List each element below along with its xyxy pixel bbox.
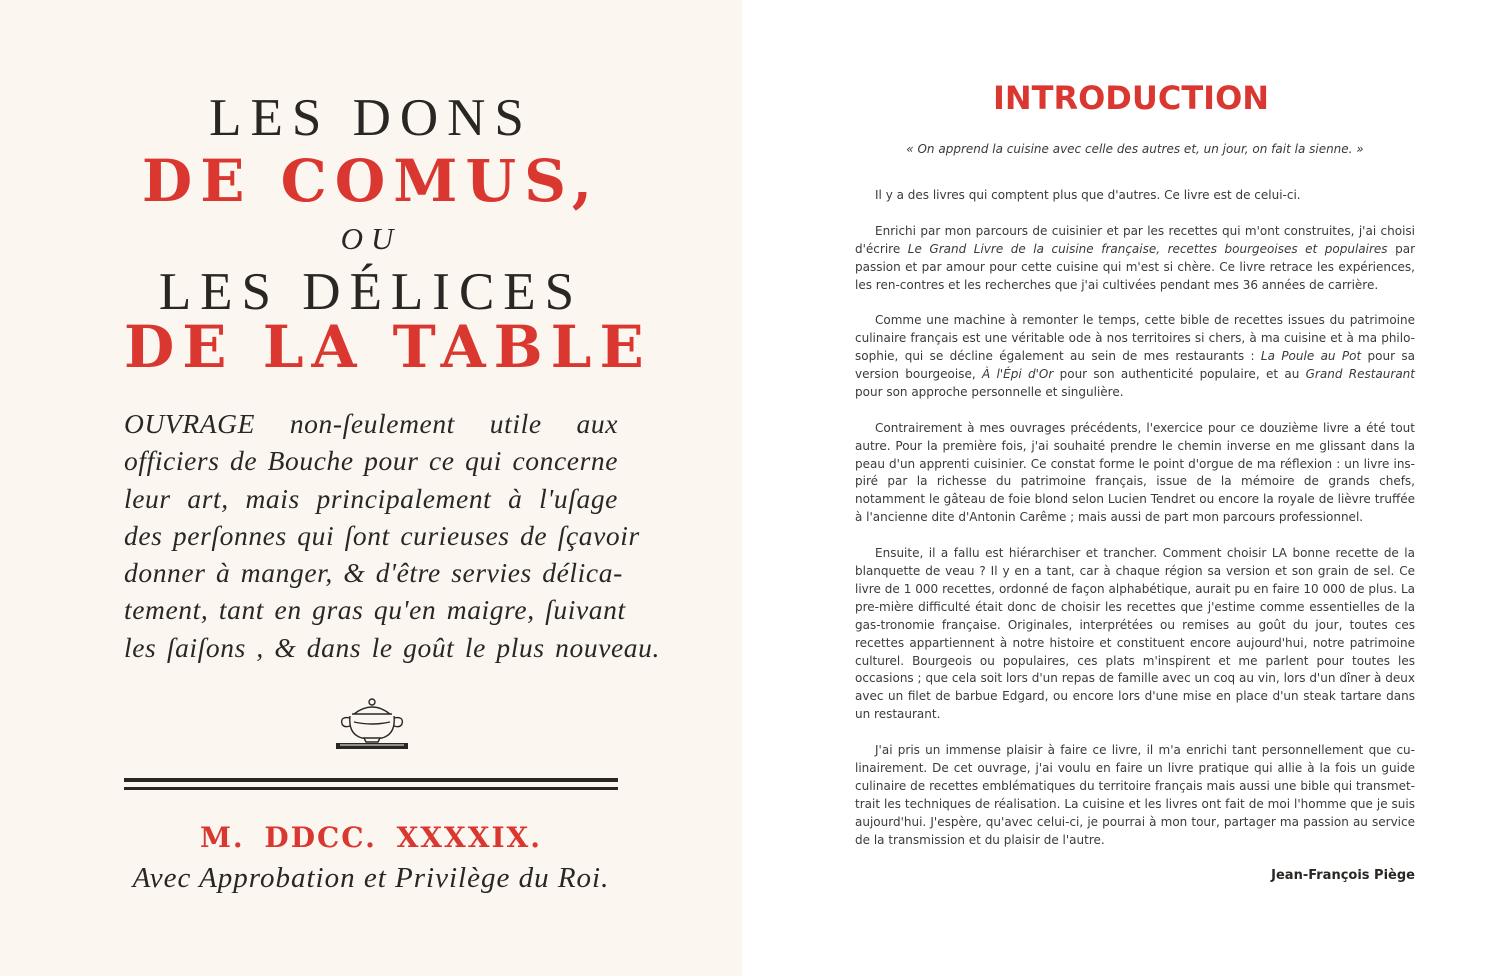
soup-tureen-icon: [332, 696, 412, 754]
title-line-1: LES DONS: [209, 89, 533, 147]
text-run: Contrairement à mes ouvrages précédents, l'exercice pour ce douzième livre a été tout autre. Pour la première fois, j'ai souhaité prendre le chemin inverse en me glissant dans la peau d'un apprenti cuisinier. Ce constat forme le point d'orgue de ma réflexion : un livre ins-piré par la richesse du patrimoine français, issue de la mémoire de grands chefs, notamment le gâteau de foie blond selon Lucien Tendret ou encore la royale de lièvre truffée à l'ancienne dite d'Antonin Carême ; mais aussi de part mon parcours professionnel.: [855, 420, 1415, 525]
text-run: pour sa version bourgeoise,: [855, 349, 1416, 382]
double-rule-bottom: [124, 787, 618, 790]
right-page-introduction: [742, 0, 1500, 976]
text-run: Enrichi par mon parcours de cuisinier et par les recettes qui m'ont construites, j'ai choisi d'écrire: [855, 223, 1415, 256]
text-run: Comme une machine à remonter le temps, cette bible de recettes issues du patrimoine culinaire français est une véritable ode à nos territoires si chers, à ma cuisine et à ma philo-sophie, qui se décline également au sein de mes restaurants :: [855, 313, 1415, 364]
ouvrage-description: [124, 405, 660, 666]
ouvrage-line: officiers de Bouche pour ce qui concerne: [124, 445, 619, 477]
body-paragraph: [855, 742, 1415, 849]
text-run: pour son authenticité populaire, et au: [1053, 367, 1306, 382]
ouvrage-line: des perſonnes qui ſont curieuses de ſçavoir: [124, 519, 640, 551]
ouvrage-line: donner à manger, & d'être servies délica-: [124, 557, 623, 589]
text-run: pour son approche personnelle et singulière.: [855, 384, 1124, 399]
italic-title-run: Le Grand Livre de la cuisine française, recettes bourgeoises et populaires: [907, 241, 1388, 256]
ouvrage-line: les ſaiſons , & dans le goût le plus nouveau.: [124, 631, 660, 663]
body-paragraph: [855, 420, 1415, 527]
body-paragraph: [855, 187, 1415, 205]
italic-title-run: La Poule au Pot: [1260, 349, 1362, 364]
text-run: par passion et par amour pour cette cuisine qui m'est si chère. Ce livre retrace les expériences, les ren-contres et les recherches que j'ai cultivées pendant mes 36 années de carrière.: [855, 241, 1416, 292]
title-line-ou: OU: [340, 221, 402, 256]
page-title: INTRODUCTION: [992, 79, 1270, 117]
privilege-line: Avec Approbation et Privilège du Roi.: [132, 862, 610, 894]
ouvrage-line: leur art, mais principalement à l'uſage: [124, 482, 618, 514]
body-paragraph: [855, 545, 1415, 724]
epigraph-quote: « On apprend la cuisine avec celle des autres et, un jour, on fait la sienne. »: [906, 142, 1364, 156]
text-run: J'ai pris un immense plaisir à faire ce livre, il m'a enrichi tant personnellement que cu-linairement. De cet ouvrage, j'ai voulu en faire un livre pratique qui allie à la fois un guide culinaire de recettes emblématiques du territoire français mais aussi une bible qui transmet-trait les techniques de réalisation. La cuisine et les livres ont fait de moi l'homme que je suis aujourd'hui. J'espère, qu'avec celui-ci, je pourrai à mon tour, partager ma passion au service de la transmission et du plaisir de l'autre.: [855, 743, 1415, 847]
title-line-2: DE COMUS,: [141, 147, 601, 215]
italic-title-run: À l'Épi d'Or: [982, 367, 1054, 382]
publication-date: M. DDCC. XXXXIX.: [199, 821, 543, 854]
title-line-4: LES DÉLICES: [158, 263, 584, 321]
text-run: Il y a des livres qui comptent plus que d'autres. Ce livre est de celui-ci.: [875, 188, 1301, 202]
ouvrage-line: tement, tant en gras qu'en maigre, ſuivant: [124, 594, 626, 626]
double-rule-top: [124, 778, 618, 782]
ouvrage-line: OUVRAGE non-ſeulement utile aux: [124, 408, 618, 439]
title-line-5: DE LA TABLE: [124, 313, 652, 381]
left-page-title-page: [0, 0, 742, 976]
text-run: Ensuite, il a fallu est hiérarchiser et trancher. Comment choisir LA bonne recette de la blanquette de veau ? Il y en a tant, car à chaque région sa version et son grain de sel. Ce livre de 1 000 recettes, ordonné de façon alphabétique, aurait pu en faire 10 000 de plus. La pre-mière difficulté était donc de choisir les recettes que j'estime comme essentielles de la gas-tronomie française. Originales, interprétées ou remises au goût du jour, toutes ces recettes appartiennent à notre histoire et constituent encore aujourd'hui, notre patrimoine culturel. Bourgeois ou populaires, ces plats m'inspirent et me parlent pour toutes les occasions ; que cela soit lors d'un repas de famille avec un coq au vin, lors d'un dîner à deux avec un filet de barbue Edgard, ou encore lors d'une mise en place d'un steak tartare dans un restaurant.: [855, 546, 1415, 722]
italic-title-run: Grand Restaurant: [1305, 367, 1415, 382]
introduction-body: [855, 187, 1415, 867]
body-paragraph: [855, 223, 1415, 295]
author-signature: Jean-François Piège: [1271, 868, 1415, 883]
body-paragraph: [855, 312, 1415, 402]
